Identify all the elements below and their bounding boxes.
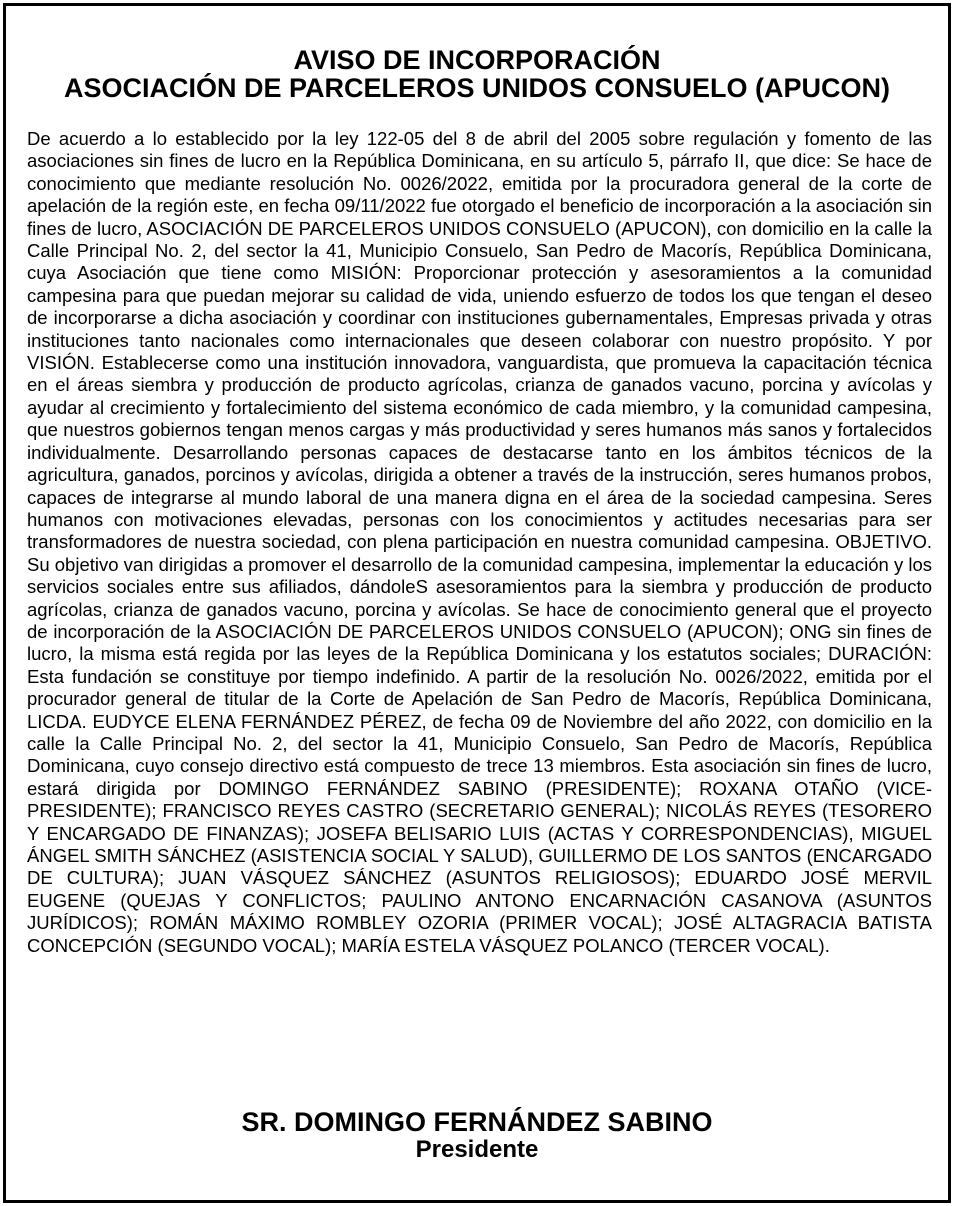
notice-title: AVISO DE INCORPORACIÓN	[293, 45, 661, 75]
signer-name: SR. DOMINGO FERNÁNDEZ SABINO	[241, 1107, 713, 1137]
notice-header	[6, 46, 948, 102]
notice-frame	[3, 3, 951, 1203]
notice-signature	[6, 1108, 948, 1163]
signer-role: Presidente	[415, 1136, 539, 1163]
notice-body: De acuerdo a lo establecido por la ley 122-05 del 8 de abril del 2005 sobre regulación y fomento de las asociaciones sin fines de lucro en la República Dominicana, en su artículo 5, párrafo II, que dice: Se hace de conocimiento que mediante resolución No. 0026/2022, emitida por la procuradora general de la corte de apelación de la región este, en fecha 09/11/2022 fue otorgado el beneficio de incorporación a la asociación sin fines de lucro, ASOCIACIÓN DE PARCELEROS UNIDOS CONSUELO (APUCON), con domicilio en la calle la Calle Principal No. 2, del sector la 41, Municipio Consuelo, San Pedro de Macorís, República Dominicana, cuya Asociación que tiene como MISIÓN: Proporcionar protección y asesoramientos a la comunidad campesina para que puedan mejorar su calidad de vida, uniendo esfuerzo de todos los que tengan el deseo de incorporarse a dicha asociación y coordinar con instituciones gubernamentales, Empresas privada y otras instituciones tanto nacionales como internacionales que deseen colaborar con nuestro propósito. Y por VISIÓN. Establecerse como una institución innovadora, vanguardista, que promueva la capacitación técnica en el áreas siembra y producción de producto agrícolas, crianza de ganados vacuno, porcina y avícolas y ayudar al crecimiento y fortalecimiento del sistema económico de cada miembro, y la comunidad campesina, que nuestros gobiernos tengan menos cargas y más productividad y seres humanos más sanos y fortalecidos individualmente. Desarrollando personas capaces de destacarse tanto en los ámbitos técnicos de la agricultura, ganados, porcinos y avícolas, dirigida a obtener a través de la instrucción, seres humanos probos, capaces de integrarse al mundo laboral de una manera digna en el área de la sociedad campesina. Seres humanos con motivaciones elevadas, personas con los conocimientos y actitudes necesarias para ser transformadores de nuestra sociedad, con plena participación en nuestra comunidad campesina. OBJETIVO. Su objetivo van dirigidas a promover el desarrollo de la comunidad campesina, implementar la educación y los servicios sociales entre sus afiliados, dándoleS asesoramientos para la siembra y producción de producto agrícolas, crianza de ganados vacuno, porcina y avícolas. Se hace de conocimiento general que el proyecto de incorporación de la ASOCIACIÓN DE PARCELEROS UNIDOS CONSUELO (APUCON); ONG sin fines de lucro, la misma está regida por las leyes de la República Dominicana y los estatutos sociales; DURACIÓN: Esta fundación se constituye por tiempo indefinido. A partir de la resolución No. 0026/2022, emitida por el procurador general de titular de la Corte de Apelación de San Pedro de Macorís, República Dominicana, LICDA. EUDYCE ELENA FERNÁNDEZ PÉREZ, de fecha 09 de Noviembre del año 2022, con domicilio en la calle la Calle Principal No. 2, del sector la 41, Municipio Consuelo, San Pedro de Macorís, República Dominicana, cuyo consejo directivo está compuesto de trece 13 miembros. Esta asociación sin fines de lucro, estará dirigida por DOMINGO FERNÁNDEZ SABINO (PRESIDENTE); ROXANA OTAÑO (VICE-PRESIDENTE); FRANCISCO REYES CASTRO (SECRETARIO GENERAL); NICOLÁS REYES (TESORERO Y ENCARGADO DE FINANZAS); JOSEFA BELISARIO LUIS (ACTAS Y CORRESPONDENCIAS), MIGUEL ÁNGEL SMITH SÁNCHEZ (ASISTENCIA SOCIAL Y SALUD), GUILLERMO DE LOS SANTOS (ENCARGADO DE CULTURA); JUAN VÁSQUEZ SÁNCHEZ (ASUNTOS RELIGIOSOS); EDUARDO JOSÉ MERVIL EUGENE (QUEJAS Y CONFLICTOS; PAULINO ANTONO ENCARNACIÓN CASANOVA (ASUNTOS JURÍDICOS); ROMÁN MÁXIMO ROMBLEY OZORIA (PRIMER VOCAL); JOSÉ ALTAGRACIA BATISTA CONCEPCIÓN (SEGUNDO VOCAL); MARÍA ESTELA VÁSQUEZ POLANCO (TERCER VOCAL).	[27, 128, 932, 956]
notice-subtitle: ASOCIACIÓN DE PARCELEROS UNIDOS CONSUELO (APUCON)	[63, 73, 891, 103]
